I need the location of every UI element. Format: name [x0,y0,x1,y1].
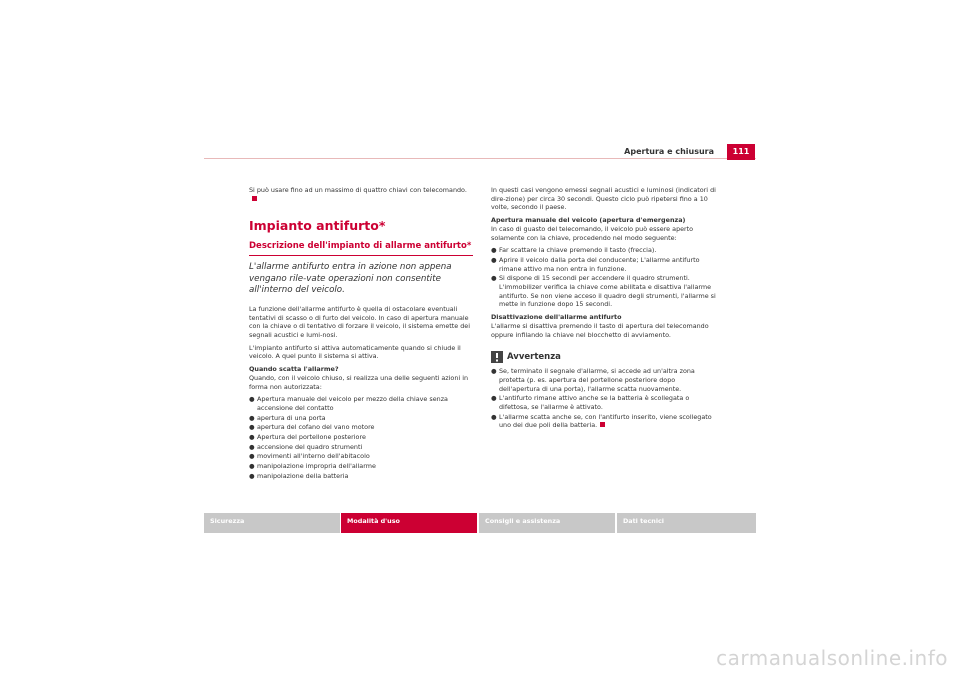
list-item: ● L'allarme scatta anche se, con l'antifurto inserito, viene scollegato uno dei due poli della batteria. [491,412,712,430]
footer-tab-consigli[interactable]: Consigli e assistenza [479,513,615,533]
right-column [491,186,717,431]
bullet-icon: ● [249,423,255,432]
footer-tab-dati-tecnici[interactable]: Dati tecnici [617,513,756,533]
subsection-rule [249,255,473,256]
emergency-heading: Apertura manuale del veicolo (apertura d'emergenza) [491,216,686,225]
bullet-icon: ● [249,471,255,480]
paragraph: Quando, con il veicolo chiuso, si realizza una delle seguenti azioni in forma non autorizzata: [249,373,469,391]
bullet-icon: ● [491,274,497,283]
warning-list [491,367,717,430]
footer-tab-sicurezza[interactable]: Sicurezza [204,513,340,533]
warning-icon [491,351,503,363]
intro-italic: L'allarme antifurto entra in azione non appena vengano rile-vate operazioni non consentite all'interno del veicolo. [249,262,452,296]
section-heading: Impianto antifurto* [249,218,386,234]
bullet-icon: ● [249,433,255,442]
intro-line: Si può usare fino ad un massimo di quattro chiavi con telecomando. [249,186,473,203]
list-item: ● accensione del quadro strumenti [249,442,363,451]
subsection-heading: Descrizione dell'impianto di allarme antifurto* [249,241,472,252]
bullet-icon: ● [491,255,497,264]
bullet-icon: ● [249,413,255,422]
list-item: ● manipolazione impropria dell'allarme [249,462,376,471]
watermark: carmanualsonline.info [716,646,948,670]
paragraph: La funzione dell'allarme antifurto è quella di ostacolare eventuali tentativi di scasso o di furto del veicolo. In caso di apertura manuale con la chiave o di tentativo di forzare il veicolo, il sistema emette dei segnali acustici e lumi-nosi. [249,304,471,340]
warning-heading: Avvertenza [491,351,717,363]
list-item: ● Se, terminato il segnale d'allarme, si accede ad un'altra zona protetta (p. es. apertura del portellone posteriore dopo dell'apertura di una porta), l'allarme scatta nuovamente. [491,367,695,393]
bullet-icon: ● [249,395,255,404]
page-number: 111 [727,144,755,160]
list-item: ● Si dispone di 15 secondi per accendere il quadro strumenti. L'immobilizer verifica la chiave come abilitata e disattiva l'allarme antifurto. Se non viene acceso il quadro degli strumenti, l'allarme si mette in funzione dopo 15 secondi. [491,274,716,309]
footer-tab-modalita-duso[interactable]: Modalità d'uso [341,513,477,533]
list-item: ● Apertura manuale del veicolo per mezzo della chiave senza accensione del contatto [249,395,448,412]
end-mark-icon [600,422,605,427]
paragraph: L'impianto antifurto si attiva automaticamente quando si chiude il veicolo. A quel punto il sistema si attiva. [249,343,461,361]
alarm-trigger-list [249,395,473,480]
deactivation-heading: Disattivazione dell'allarme antifurto [491,313,622,322]
list-item: ● movimenti all'interno dell'abitacolo [249,452,370,461]
bullet-icon: ● [491,412,497,421]
paragraph: In questi casi vengono emessi segnali acustici e luminosi (indicatori di dire-zione) per circa 30 secondi. Questo ciclo può ripetersi fino a 10 volte, secondo il paese. [491,186,716,212]
paragraph: In caso di guasto del telecomando, il veicolo può essere aperto solamente con la chiave, procedendo nel modo seguente: [491,224,694,242]
list-item: ● Far scattare la chiave premendo il tasto (freccia). [491,246,657,255]
end-mark-icon [252,196,257,201]
emergency-steps-list [491,246,717,309]
list-item: ● Aprire il veicolo dalla porta del conducente; L'allarme antifurto rimane attivo ma non entra in funzione. [491,255,700,273]
list-item: ● Apertura del portellone posteriore [249,433,366,442]
bullet-icon: ● [491,367,497,376]
list-item: ● manipolazione della batteria [249,471,349,480]
list-item: ● apertura del cofano del vano motore [249,423,375,432]
list-item: ● apertura di una porta [249,413,326,422]
paragraph: L'allarme si disattiva premendo il tasto di apertura del telecomando oppure infilando la chiave nel blocchetto di avviamento. [491,321,709,339]
bullet-icon: ● [249,462,255,471]
header-rule [204,158,756,159]
list-item: ● L'antifurto rimane attivo anche se la batteria è scollegata o difettosa, se l'allarme è attivato. [491,394,690,412]
left-column [249,186,473,482]
bullet-icon: ● [491,246,497,255]
bullet-icon: ● [249,442,255,451]
bullet-icon: ● [249,452,255,461]
chapter-title: Apertura e chiusura [624,147,714,156]
question-heading: Quando scatta l'allarme? [249,365,339,374]
bullet-icon: ● [491,394,497,403]
